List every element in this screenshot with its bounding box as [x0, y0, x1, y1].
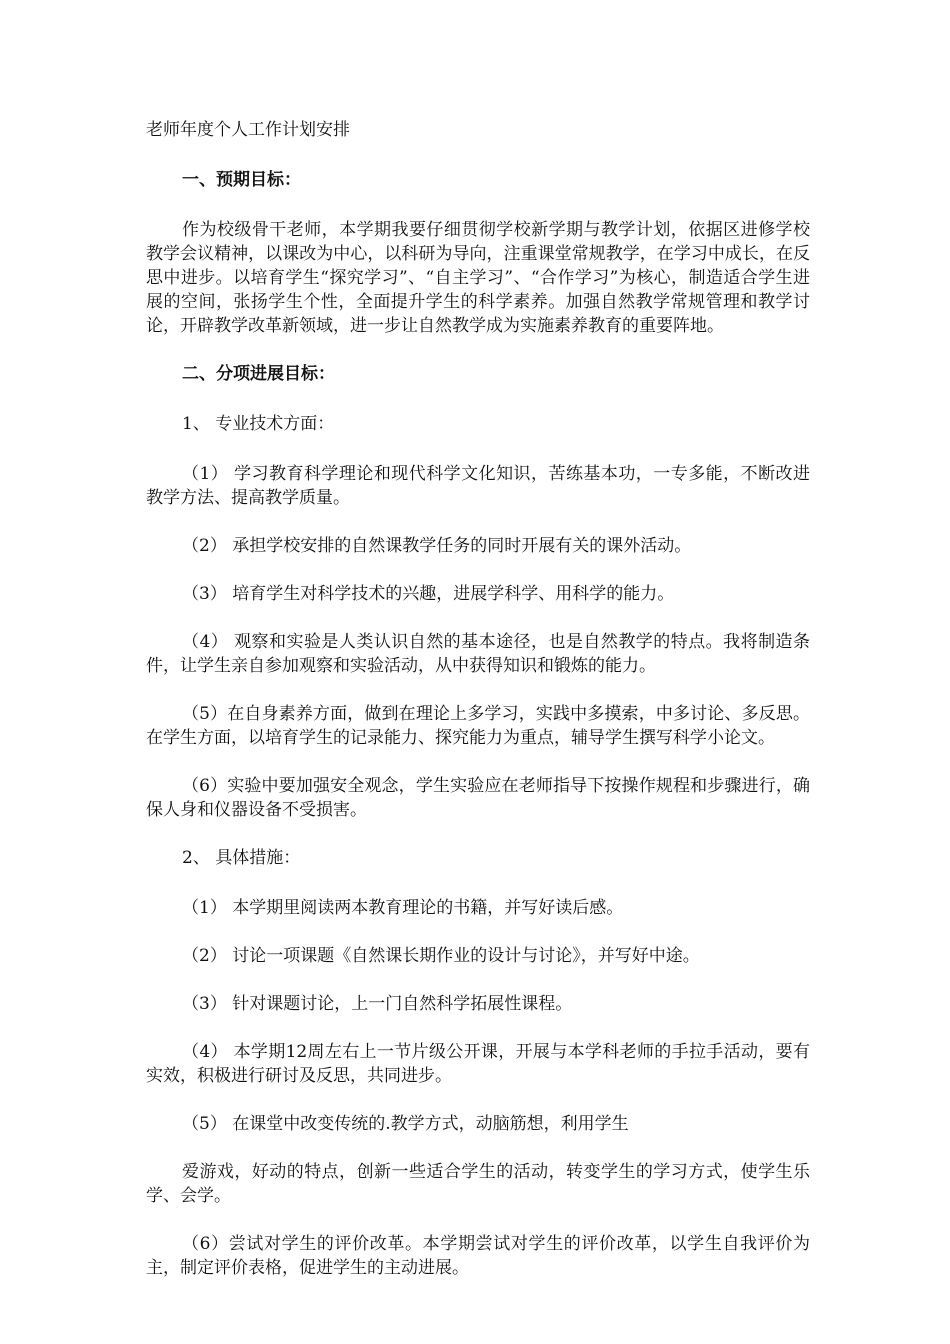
section-paragraph: 作为校级骨干老师，本学期我要仔细贯彻学校新学期与教学计划，依据区进修学校教学会议精神，以课改为中心，以科研为导向，注重课堂常规教学，在学习中成长，在反思中进步。以培育学生“探究学习”、“自主学习”、“合作学习”为核心，制造适合学生进展的空间，张扬学生个性，全面提升学生的科学素养。加强自然教学常规管理和教学讨论，开辟教学改革新领域，进一步让自然教学成为实施素养教育的重要阵地。	[146, 220, 810, 336]
list-item: （6）尝试对学生的评价改革。本学期尝试对学生的评价改革，以学生自我评价为主，制定评价表格，促进学生的主动进展。	[146, 1234, 810, 1278]
subsection-title-measures: 2、 具体措施：	[182, 848, 301, 868]
list-item: 爱游戏，好动的特点，创新一些适合学生的活动，转变学生的学习方式，使学生乐学、会学。	[146, 1162, 810, 1206]
subsection-title-professional: 1、 专业技术方面：	[182, 414, 335, 434]
list-item: （1） 学习教育科学理论和现代科学文化知识，苦练基本功，一专多能，不断改进教学方法、提高教学质量。	[146, 464, 810, 508]
list-item: （4） 观察和实验是人类认识自然的基本途径，也是自然教学的特点。我将制造条件，让学生亲自参加观察和实验活动，从中获得知识和锻炼的能力。	[146, 632, 810, 676]
list-item: （5） 在课堂中改变传统的.教学方式，动脑筋想，利用学生	[182, 1114, 629, 1134]
list-item: （2） 讨论一项课题《自然课长期作业的设计与讨论》，并写好中途。	[182, 946, 700, 966]
list-item: （5）在自身素养方面，做到在理论上多学习，实践中多摸索，中多讨论、多反思。在学生方面，以培育学生的记录能力、探究能力为重点，辅导学生撰写科学小论文。	[146, 704, 810, 748]
section-heading-expected-goals: 一、预期目标：	[182, 170, 301, 190]
section-heading-sub-goals: 二、分项进展目标：	[182, 364, 335, 384]
list-item: （2） 承担学校安排的自然课教学任务的同时开展有关的课外活动。	[182, 536, 692, 556]
list-item: （4） 本学期12周左右上一节片级公开课，开展与本学科老师的手拉手活动，要有实效，积极进行研讨及反思，共同进步。	[146, 1042, 810, 1086]
document-title: 老师年度个人工作计划安排	[146, 120, 350, 140]
list-item: （3） 针对课题讨论，上一门自然科学拓展性课程。	[182, 994, 573, 1014]
list-item: （1） 本学期里阅读两本教育理论的书籍，并写好读后感。	[182, 898, 624, 918]
list-item: （3） 培育学生对科学技术的兴趣，进展学科学、用科学的能力。	[182, 584, 675, 604]
list-item: （6）实验中要加强安全观念，学生实验应在老师指导下按操作规程和步骤进行，确保人身和仪器设备不受损害。	[146, 776, 810, 820]
